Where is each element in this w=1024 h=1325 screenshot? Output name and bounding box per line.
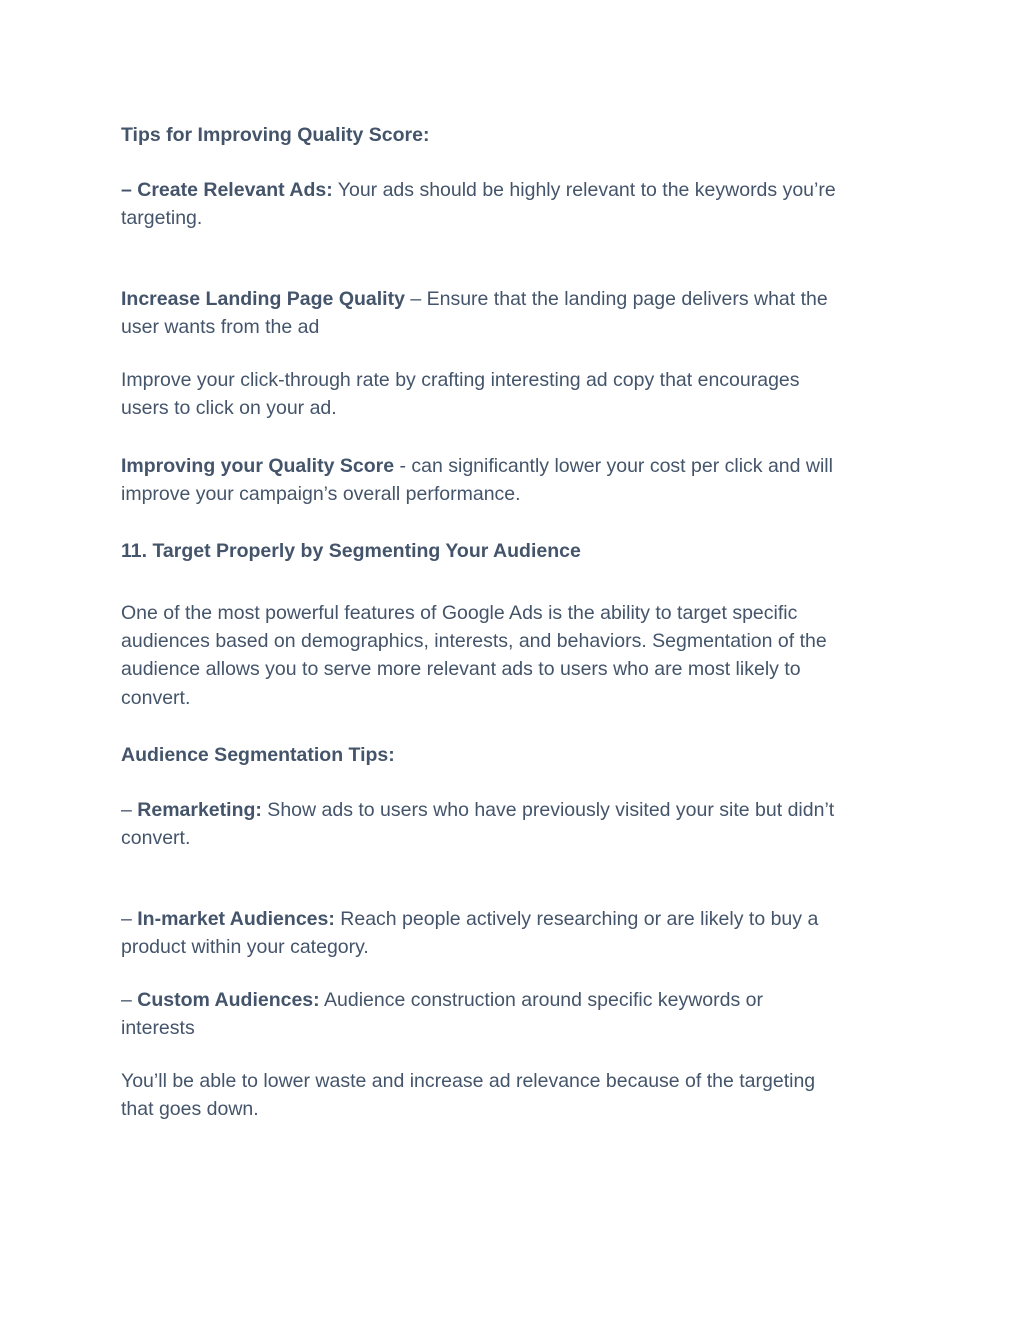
landing-page-text: – Ensure that the landing page delivers what the [404,288,828,310]
landing-page-line-2: user wants from the ad [121,316,320,338]
custom-label: Custom Audiences: [137,989,320,1011]
remarketing-text: Show ads to users who have previously visited your site but didn’t [261,799,835,821]
improving-qs-line-2: improve your campaign’s overall performance. [121,483,521,505]
custom-text: Audience construction around specific keywords or [319,989,763,1011]
remarketing-label: Remarketing: [137,799,262,821]
remarketing-line-2: convert. [121,827,191,849]
custom-dash: – [121,989,138,1011]
in-market-line-1 [121,905,818,933]
landing-page-line-1 [121,285,828,313]
relevant-ads-line-2: targeting. [121,207,203,229]
intro-line-3: audience allows you to serve more relevant ads to users who are most likely to [121,658,801,680]
improving-qs-line-1 [121,452,833,480]
custom-line-2: interests [121,1017,195,1039]
in-market-text: Reach people actively researching or are likely to buy a [334,908,819,930]
intro-line-4: convert. [121,687,191,709]
landing-page-label: Increase Landing Page Quality [121,288,405,310]
in-market-label: In-market Audiences: [137,908,335,930]
ctr-line-2: users to click on your ad. [121,397,337,419]
tips-heading: Tips for Improving Quality Score: [121,124,430,146]
improving-qs-label: Improving your Quality Score [121,455,395,477]
remarketing-dash: – [121,799,138,821]
section-heading: 11. Target Properly by Segmenting Your Audience [121,540,581,562]
relevant-ads-line-1 [121,176,836,204]
intro-line-2: audiences based on demographics, interests, and behaviors. Segmentation of the [121,630,827,652]
in-market-line-2: product within your category. [121,936,369,958]
in-market-dash: – [121,908,138,930]
segmentation-heading: Audience Segmentation Tips: [121,744,395,766]
improving-qs-text: - can significantly lower your cost per click and will [394,455,833,477]
relevant-ads-text: Your ads should be highly relevant to the keywords you’re [332,179,836,201]
custom-line-1 [121,986,763,1014]
closing-line-2: that goes down. [121,1098,259,1120]
closing-line-1: You’ll be able to lower waste and increase ad relevance because of the targeting [121,1070,816,1092]
intro-line-1: One of the most powerful features of Google Ads is the ability to target specific [121,602,798,624]
remarketing-line-1 [121,796,834,824]
ctr-line-1: Improve your click-through rate by crafting interesting ad copy that encourages [121,369,800,391]
relevant-ads-label: – Create Relevant Ads: [121,179,333,201]
